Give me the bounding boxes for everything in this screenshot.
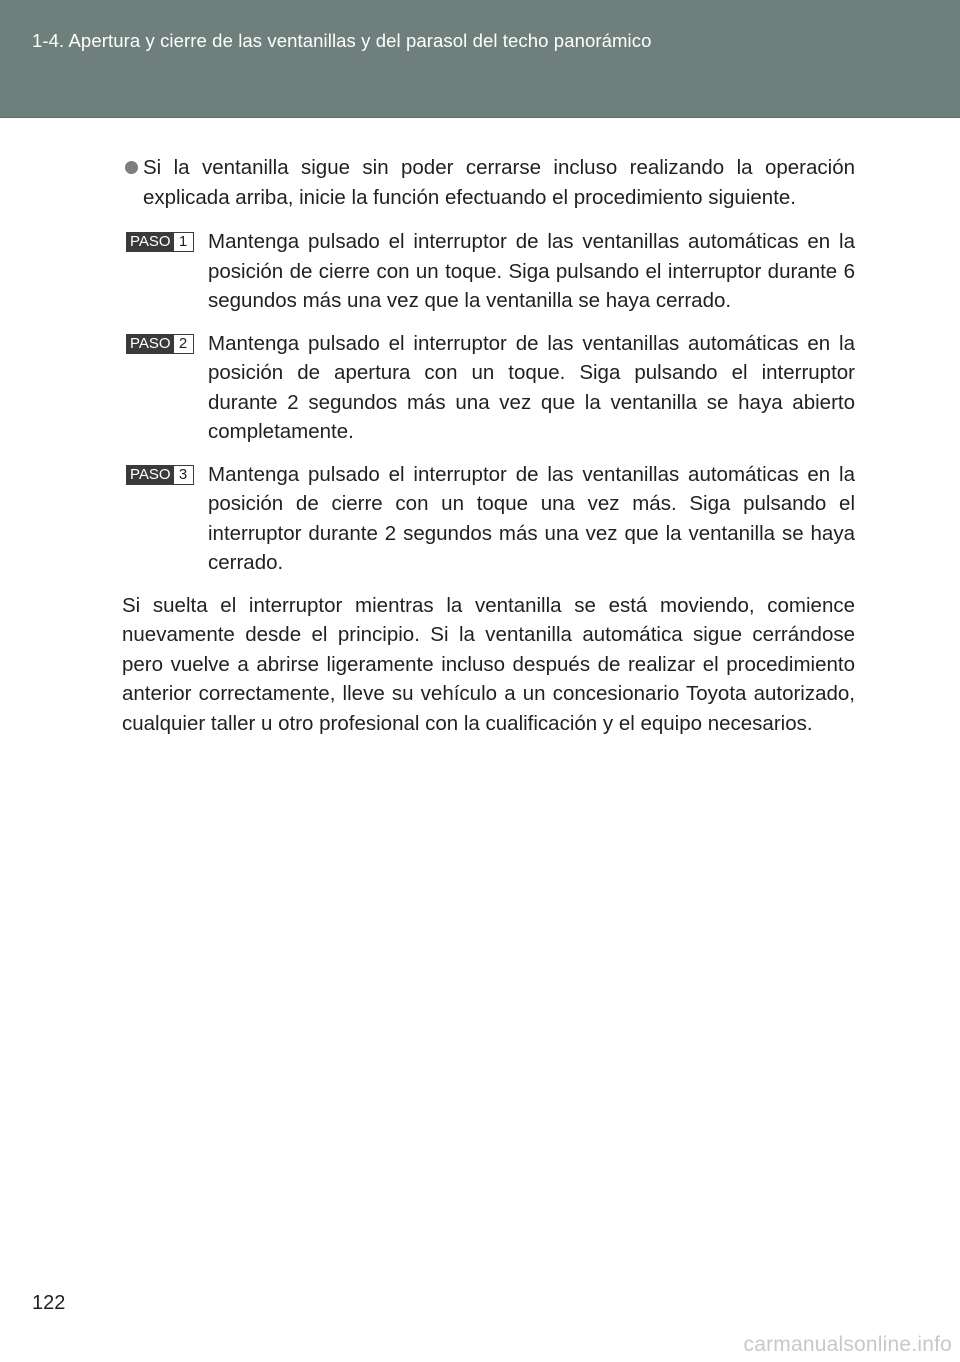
step-badge-label: PASO bbox=[126, 465, 174, 485]
bullet-dot-icon bbox=[125, 161, 138, 174]
step-item-3 bbox=[122, 460, 855, 578]
page-number: 122 bbox=[32, 1292, 66, 1314]
step-text-1: Mantenga pulsado el interruptor de las ventanillas automáticas en la posición de cierre con un toque. Siga pulsando el interruptor durante 6 segundos más una vez que la ventanilla se haya cerrado. bbox=[208, 230, 855, 312]
step-badge-1 bbox=[126, 232, 194, 252]
step-badge-label: PASO bbox=[126, 334, 174, 354]
bullet-note bbox=[122, 153, 855, 212]
step-badge-2 bbox=[126, 334, 194, 354]
step-badge-number: 1 bbox=[174, 232, 194, 252]
step-item-2 bbox=[122, 329, 855, 447]
step-item-1 bbox=[122, 227, 855, 316]
step-text-3: Mantenga pulsado el interruptor de las ventanillas automáticas en la posición de cierre con un toque una vez más. Siga pulsando el interruptor durante 2 segundos más una vez que la ventanilla se haya cerrado. bbox=[208, 462, 855, 574]
step-badge-number: 3 bbox=[174, 465, 194, 485]
bullet-note-text: Si la ventanilla sigue sin poder cerrarse incluso realizando la operación explicada arriba, inicie la función efectuando el procedimiento siguiente. bbox=[143, 156, 855, 209]
step-badge-3 bbox=[126, 465, 194, 485]
step-badge-number: 2 bbox=[174, 334, 194, 354]
step-text-2: Mantenga pulsado el interruptor de las ventanillas automáticas en la posición de apertura con un toque. Siga pulsando el interruptor durante 2 segundos más una vez que la ventanilla se haya abierto completamente. bbox=[208, 331, 855, 443]
step-badge-label: PASO bbox=[126, 232, 174, 252]
section-title: 1-4. Apertura y cierre de las ventanillas y del parasol del techo panorámico bbox=[32, 30, 652, 51]
page-content bbox=[122, 153, 855, 738]
closing-paragraph: Si suelta el interruptor mientras la ventanilla se está moviendo, comience nuevamente desde el principio. Si la ventanilla automática sigue cerrándose pero vuelve a abrirse ligeramente incluso después de realizar el procedimiento anterior correctamente, lleve su vehículo a un concesionario Toyota autorizado, cualquier taller u otro profesional con la cualificación y el equipo necesarios. bbox=[122, 593, 855, 735]
watermark-text: carmanualsonline.info bbox=[743, 1333, 952, 1356]
section-header-band bbox=[0, 0, 960, 118]
